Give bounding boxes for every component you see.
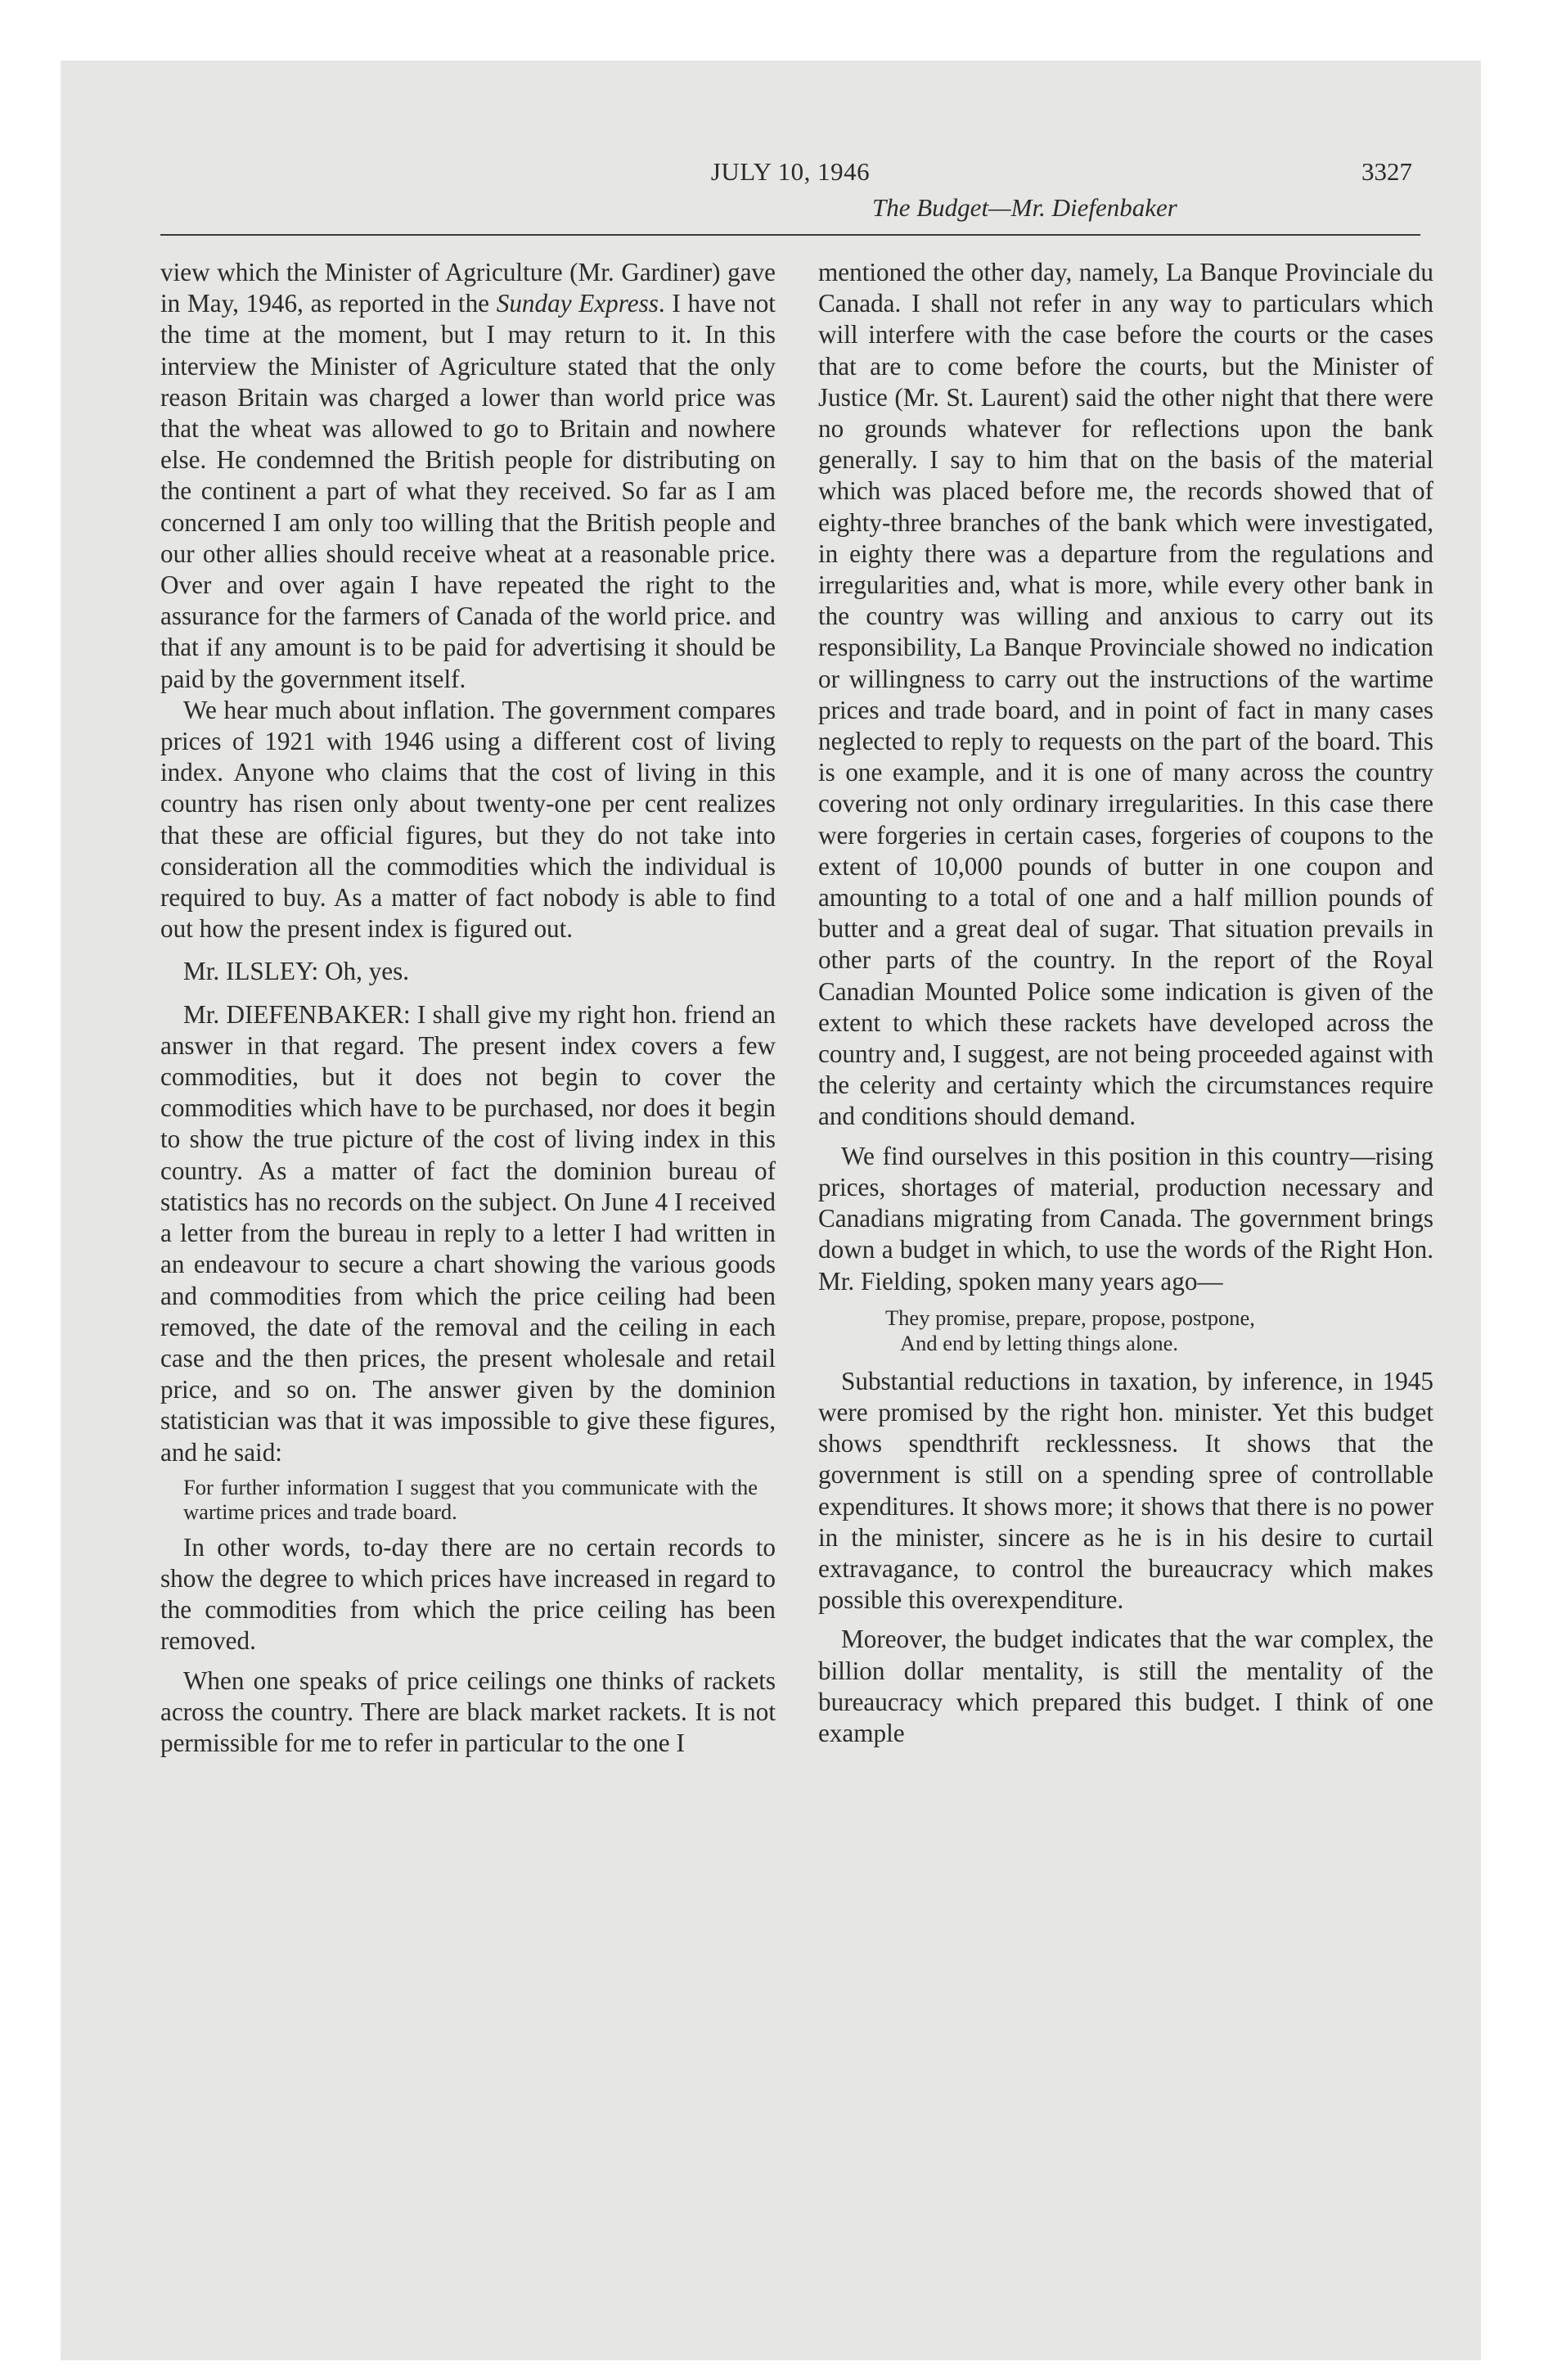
two-column-body [160, 257, 1433, 2303]
left-column [160, 257, 776, 2303]
speaker-paragraph: Mr. ILSLEY: Oh, yes. [183, 957, 410, 986]
newspaper-title: Sunday Express [496, 289, 659, 318]
paragraph: We find ourselves in this position in this country—rising prices, shortages of material, production necessary and Canadians migrating from Canada. The government brings down a budget in which, to use the words of the Right Hon. Mr. Fielding, spoken many years ago— [818, 1141, 1433, 1296]
speaker-paragraph: Mr. DIEFENBAKER: I shall give my right hon. friend an answer in that regard. The present index covers a few commodities, but it does not begin to cover the commodities which have to be purchased, nor does it begin to show the true picture of the cost of living index in this country. As a matter of fact the dominion bureau of statistics has no records on the subject. On June 4 I received a letter from the bureau in reply to a letter I had written in an endeavour to secure a chart showing the various goods and commodities from which the price ceiling had been removed, the date of the removal and the ceiling in each case and the then prices, the present wholesale and retail price, and so on. The answer given by the dominion statistician was that it was impossible to give these figures, and he said: [160, 999, 776, 1467]
right-column [818, 257, 1433, 2303]
paragraph: When one speaks of price ceilings one thinks of rackets across the country. There are black market rackets. It is not permissible for me to refer in particular to the one I [160, 1666, 776, 1757]
header-date: JULY 10, 1946 [710, 157, 871, 186]
page-header [160, 156, 1420, 236]
paragraph-text: . I have not the time at the moment, but I may return to it. In this interview the Minister of Agriculture stated that the only reason Britain was charged a lower than world price was that the wheat was allowed to go to Britain and nowhere else. He condemned the British people for distributing on the continent a part of what they received. So far as I am concerned I am only too willing that the British people and our other allies should receive wheat at a reasonable price. Over and over again I have repeated the right to the assurance for the farmers of Canada of the world price. and that if any amount is to be paid for advertising it should be paid by the government itself. [160, 289, 776, 693]
paragraph [160, 257, 776, 695]
running-title: The Budget—Mr. Diefenbaker [872, 193, 1177, 222]
verse-line: They promise, prepare, propose, postpone, [885, 1305, 1255, 1330]
verse-line: And end by letting things alone. [900, 1330, 1179, 1355]
block-quote: For further information I suggest that you communicate with the wartime prices and trade board. [183, 1474, 758, 1524]
paragraph: mentioned the other day, namely, La Banque Provinciale du Canada. I shall not refer in any way to particulars which will interfere with the case before the courts or the cases that are to come before the courts, but the Minister of Justice (Mr. St. Laurent) said the other night that there were no grounds whatever for reflections upon the bank generally. I say to him that on the basis of the material which was placed before me, the records showed that of eighty-three branches of the bank which were investigated, in eighty there was a departure from the regulations and irregularities and, what is more, while every other bank in the country was willing and anxious to carry out its responsibility, La Banque Provinciale showed no indication or willingness to carry out the instructions of the wartime prices and trade board, and in point of fact in many cases neglected to reply to requests on the part of the board. This is one example, and it is one of many across the country covering not only ordinary irregularities. In this case there were forgeries in certain cases, forgeries of coupons to the extent of 10,000 pounds of butter in one coupon and amounting to a total of one and a half million pounds of butter and a great deal of sugar. That situation prevails in other parts of the country. In the report of the Royal Canadian Mounted Police some indication is given of the extent to which these rackets have developed across the country and, I suggest, are not being proceeded against with the celerity and certainty which the circumstances require and conditions should demand. [818, 258, 1433, 1131]
paragraph: Substantial reductions in taxation, by inference, in 1945 were promised by the right hon. minister. Yet this budget shows spendthrift recklessness. It shows that the government is still on a spending spree of controllable expenditures. It shows more; it shows that there is no power in the minister, sincere as he is in his desire to curtail extravagance, to control the bureaucracy which makes possible this overexpenditure. [818, 1366, 1433, 1615]
paragraph: Moreover, the budget indicates that the war complex, the billion dollar mentality, is still the mentality of the bureaucracy which prepared this budget. I think of one example [818, 1625, 1433, 1747]
verse-quote [818, 1305, 1433, 1356]
hansard-page [160, 156, 1433, 2316]
paragraph-text: view which the Minister of Agriculture (Mr. Gardiner) gave in May, 1946, as reported in the [160, 258, 776, 318]
page-number: 3327 [1361, 157, 1412, 186]
paragraph: We hear much about inflation. The government compares prices of 1921 with 1946 using a different cost of living index. Anyone who claims that the cost of living in this country has risen only about twenty-one per cent realizes that these are official figures, but they do not take into consideration all the commodities which the individual is required to buy. As a matter of fact nobody is able to find out how the present index is figured out. [160, 695, 776, 944]
paragraph: In other words, to-day there are no certain records to show the degree to which prices have increased in regard to the commodities from which the price ceiling has been removed. [160, 1532, 776, 1656]
